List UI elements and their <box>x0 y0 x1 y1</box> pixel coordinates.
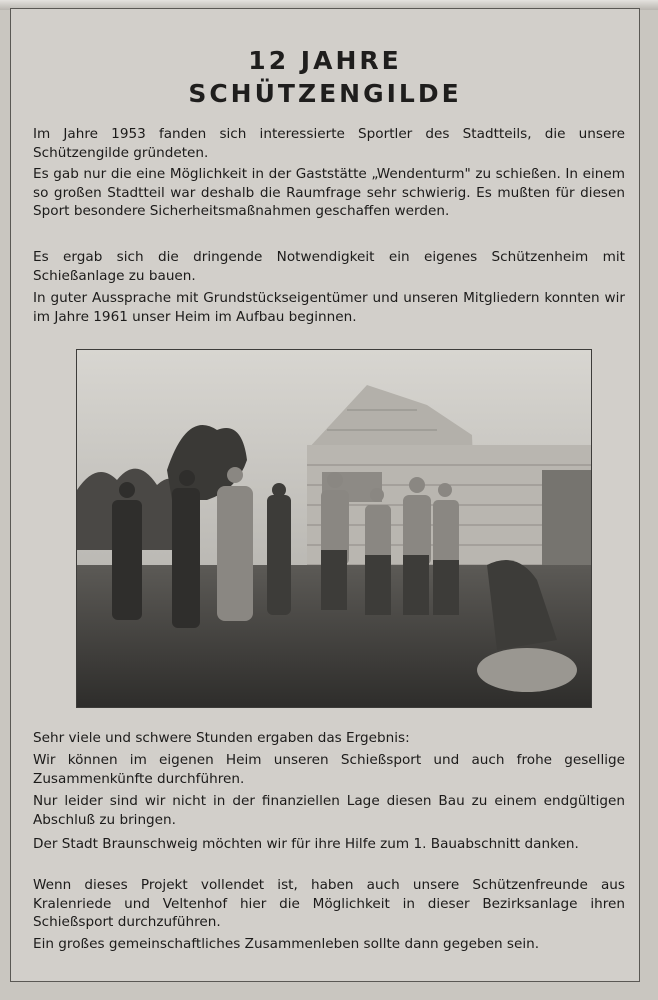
paragraph-wendenturm: Es gab nur die eine Möglichkeit in der Gaststätte „Wendenturm" zu schießen. In einem so großen Stadtteil war deshalb die Raumfrage sehr schwierig. Es mußten für diesen Sport besondere Sicherheitsmaßnahmen geschaffen werden. <box>33 166 625 220</box>
paragraph-community: Ein großes gemeinschaftliches Zusammenleben sollte dann gegeben sein. <box>33 936 540 952</box>
paragraph-own-home: Wir können im eigenen Heim unseren Schießsport und auch frohe gesellige Zusammenkünfte durchführen. <box>33 752 625 787</box>
document-page <box>10 8 640 982</box>
paragraph-construction-start: In guter Aussprache mit Grundstückseigentümer und unseren Mitgliedern konnten wir im Jahre 1961 unser Heim im Aufbau beginnen. <box>33 290 625 325</box>
paragraph-result-intro: Sehr viele und schwere Stunden ergaben das Ergebnis: <box>33 730 410 746</box>
paragraph-founding: Im Jahre 1953 fanden sich interessierte Sportler des Stadtteils, die unsere Schützengilde gründeten. <box>33 126 625 161</box>
paragraph-project-completion: Wenn dieses Projekt vollendet ist, haben auch unsere Schützenfreunde aus Kralenriede und Veltenhof hier die Möglichkeit in dieser Bezirksanlage ihren Schießsport durchzuführen. <box>33 877 625 931</box>
paragraph-necessity: Es ergab sich die dringende Notwendigkeit ein eigenes Schützenheim mit Schießanlage zu bauen. <box>33 249 625 284</box>
paragraph-thanks: Der Stadt Braunschweig möchten wir für ihre Hilfe zum 1. Bauabschnitt danken. <box>33 836 579 852</box>
paragraph-finances: Nur leider sind wir nicht in der finanziellen Lage diesen Bau zu einem endgültigen Abschluß zu bringen. <box>33 793 625 828</box>
title-line-1: 12 JAHRE <box>248 46 402 75</box>
construction-photo <box>76 349 592 708</box>
title-line-2: SCHÜTZENGILDE <box>188 79 462 108</box>
